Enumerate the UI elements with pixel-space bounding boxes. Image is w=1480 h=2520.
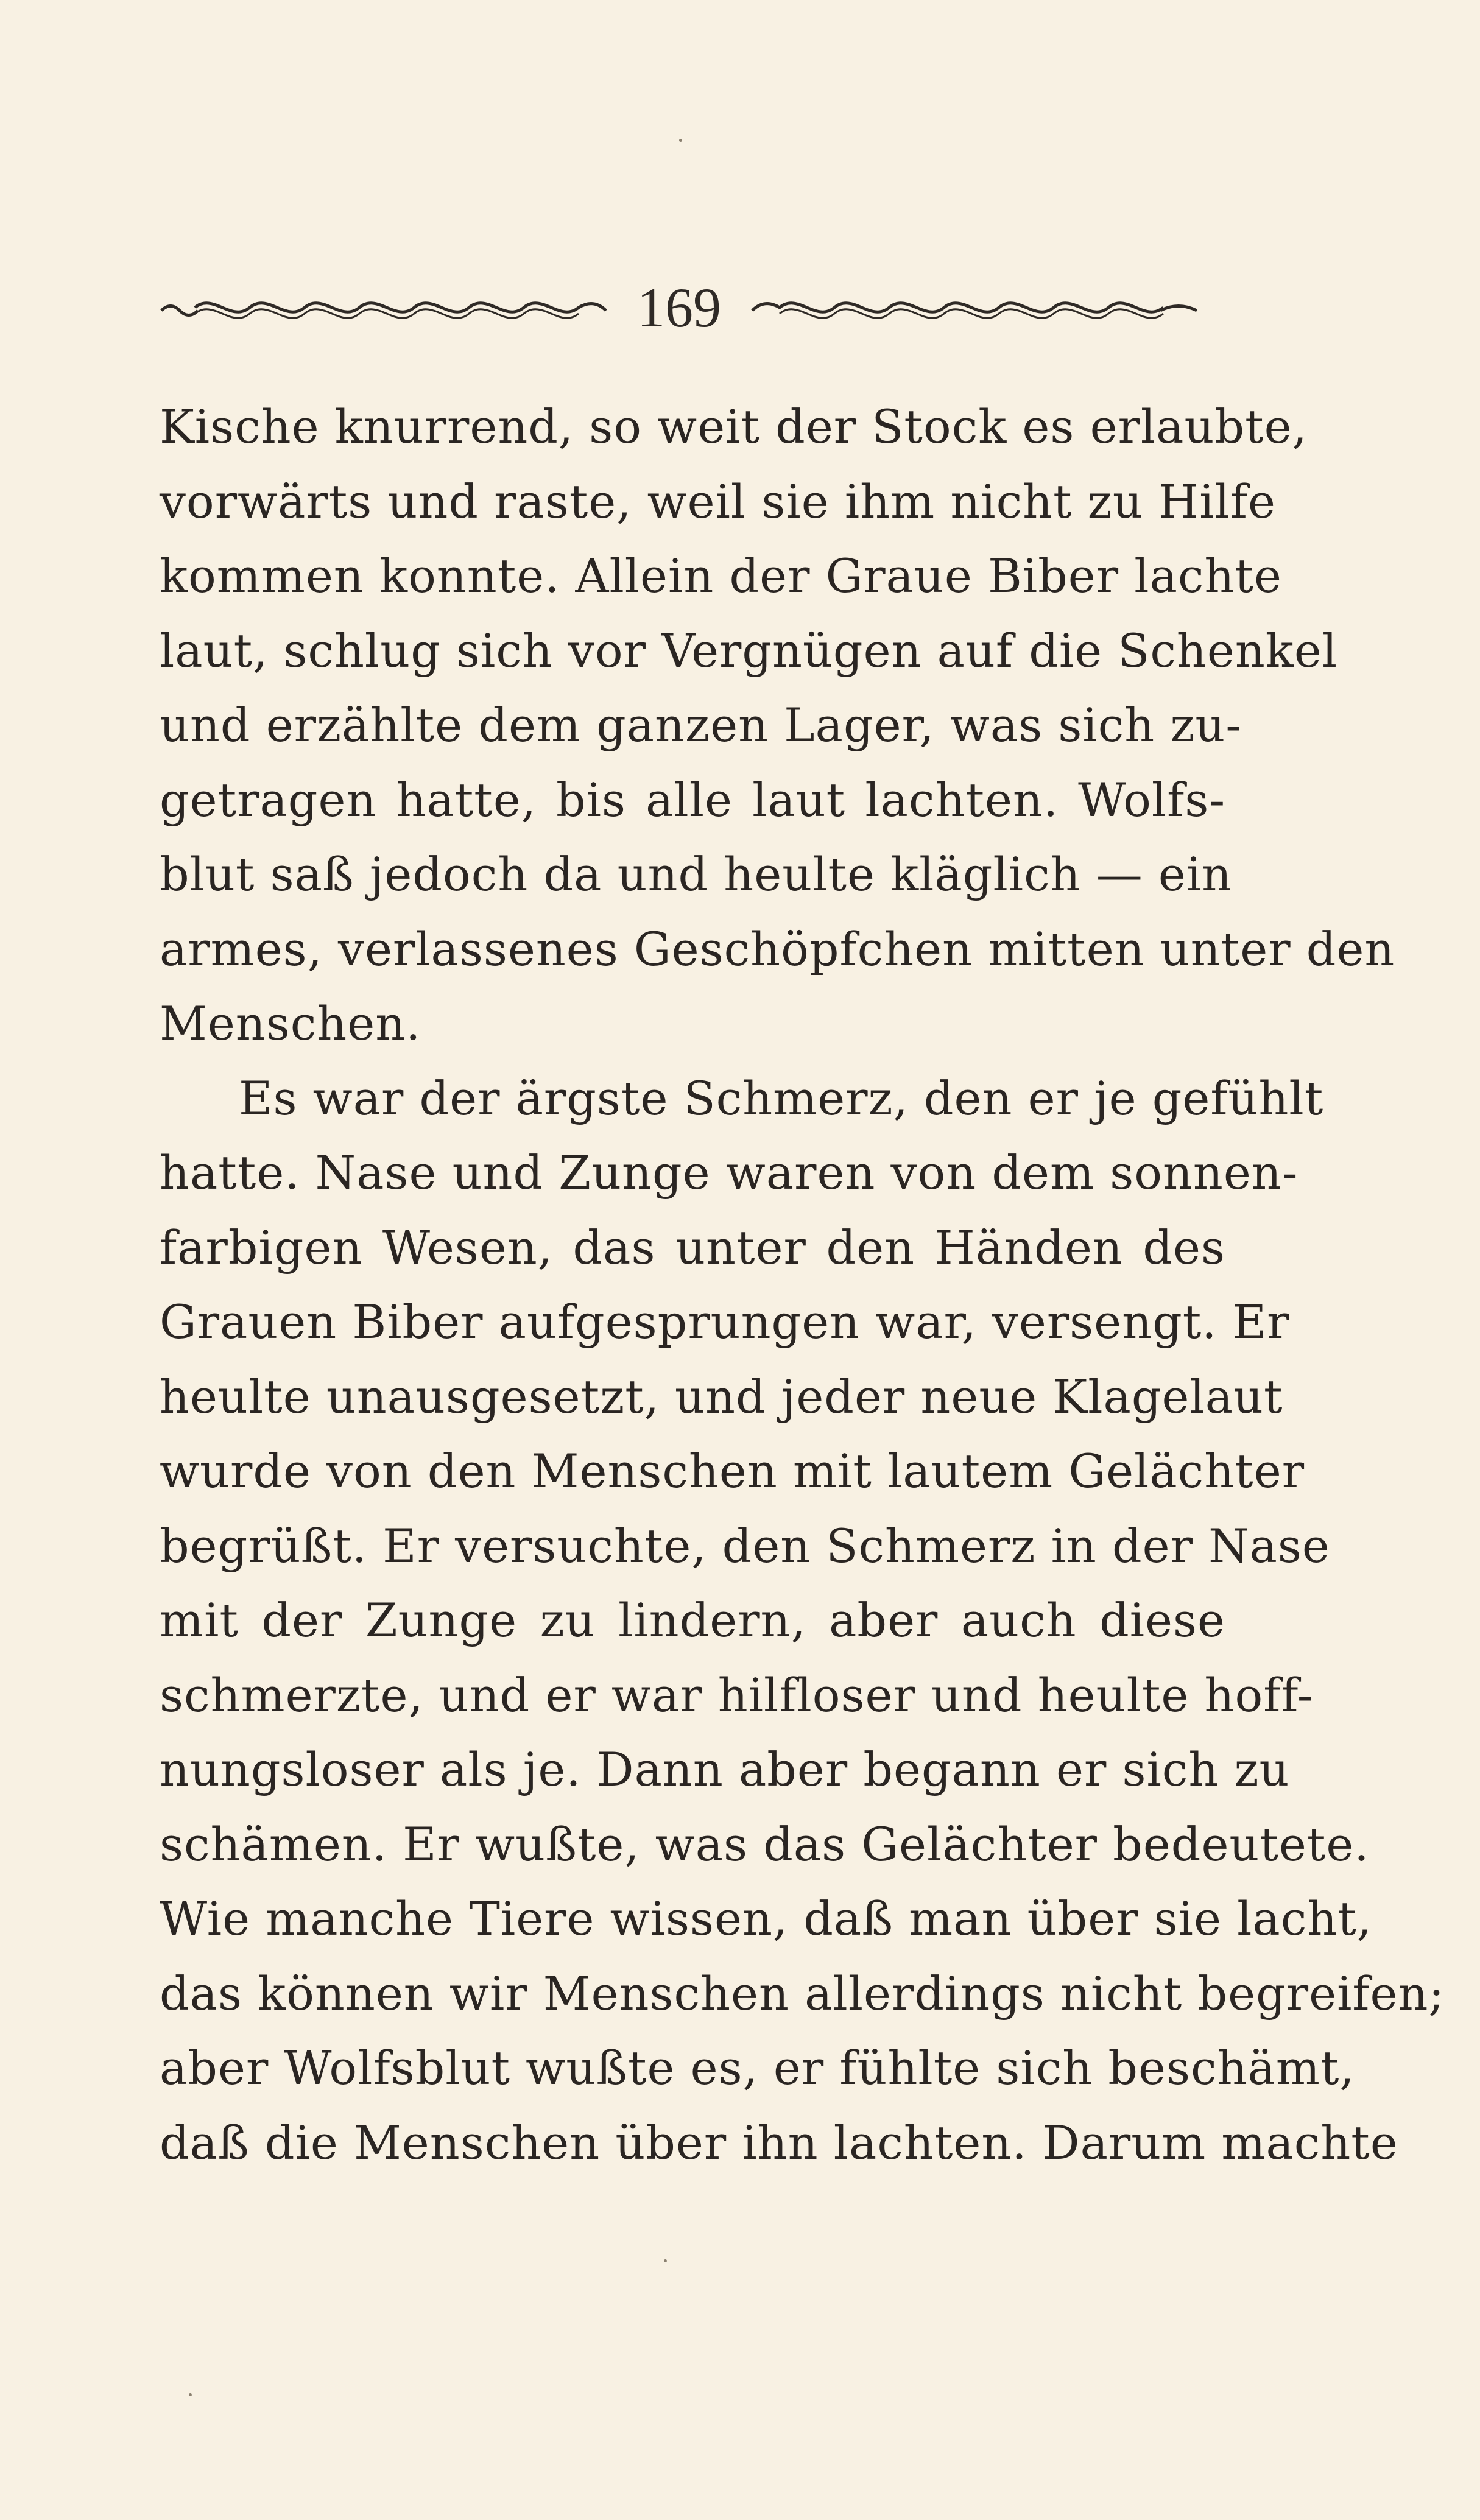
text-line: getragen hatte, bis alle laut lachten. Wolfs- <box>160 772 1225 827</box>
text-line: wurde von den Menschen mit lautem Gelächter <box>160 1444 1305 1498</box>
paper-speck <box>189 2393 192 2396</box>
text-line: und erzählte dem ganzen Lager, was sich zu- <box>160 698 1242 752</box>
text-line: mit der Zunge zu lindern, aber auch diese <box>160 1593 1225 1647</box>
text-line: schmerzte, und er war hilfloser und heulte hoff- <box>160 1667 1314 1722</box>
text-line: Wie manche Tiere wissen, daß man über sie lacht, <box>160 1892 1372 1946</box>
text-line: laut, schlug sich vor Vergnügen auf die Schenkel <box>160 623 1338 678</box>
text-line: blut saß jedoch da und heulte kläglich — ein <box>160 847 1233 901</box>
paper-speck <box>679 139 682 142</box>
text-line: armes, verlassenes Geschöpfchen mitten unter den <box>160 921 1395 976</box>
text-line: daß die Menschen über ihn lachten. Darum machte <box>160 2115 1398 2170</box>
body-text <box>160 390 1445 2180</box>
ornament-left-icon <box>158 289 609 326</box>
text-line: aber Wolfsblut wußte es, er fühlte sich beschämt, <box>160 2041 1355 2095</box>
text-line: hatte. Nase und Zunge waren von dem sonnen- <box>160 1146 1299 1200</box>
text-line: nungsloser als je. Dann aber begann er sich zu <box>160 1742 1290 1797</box>
text-line: Es war der ärgste Schmerz, den er je gefühlt <box>239 1071 1324 1125</box>
text-line: das können wir Menschen allerdings nicht begreifen; <box>160 1966 1445 2021</box>
ornament-right-icon <box>749 289 1200 326</box>
page-header <box>158 277 1200 338</box>
paper-speck <box>664 2259 667 2262</box>
text-line: kommen konnte. Allein der Graue Biber lachte <box>160 549 1282 603</box>
text-line: heulte unausgesetzt, und jeder neue Klagelaut <box>160 1369 1283 1424</box>
page-number: 169 <box>637 276 721 339</box>
text-line: farbigen Wesen, das unter den Händen des <box>160 1220 1225 1275</box>
text-line: Kische knurrend, so weit der Stock es erlaubte, <box>160 399 1308 454</box>
text-line: schämen. Er wußte, was das Gelächter bedeutete. <box>160 1817 1370 1871</box>
text-line: begrüßt. Er versuchte, den Schmerz in der Nase <box>160 1518 1330 1573</box>
text-line: Menschen. <box>160 996 421 1051</box>
text-line: Grauen Biber aufgesprungen war, versengt. Er <box>160 1295 1290 1349</box>
text-line: vorwärts und raste, weil sie ihm nicht zu Hilfe <box>160 474 1276 529</box>
